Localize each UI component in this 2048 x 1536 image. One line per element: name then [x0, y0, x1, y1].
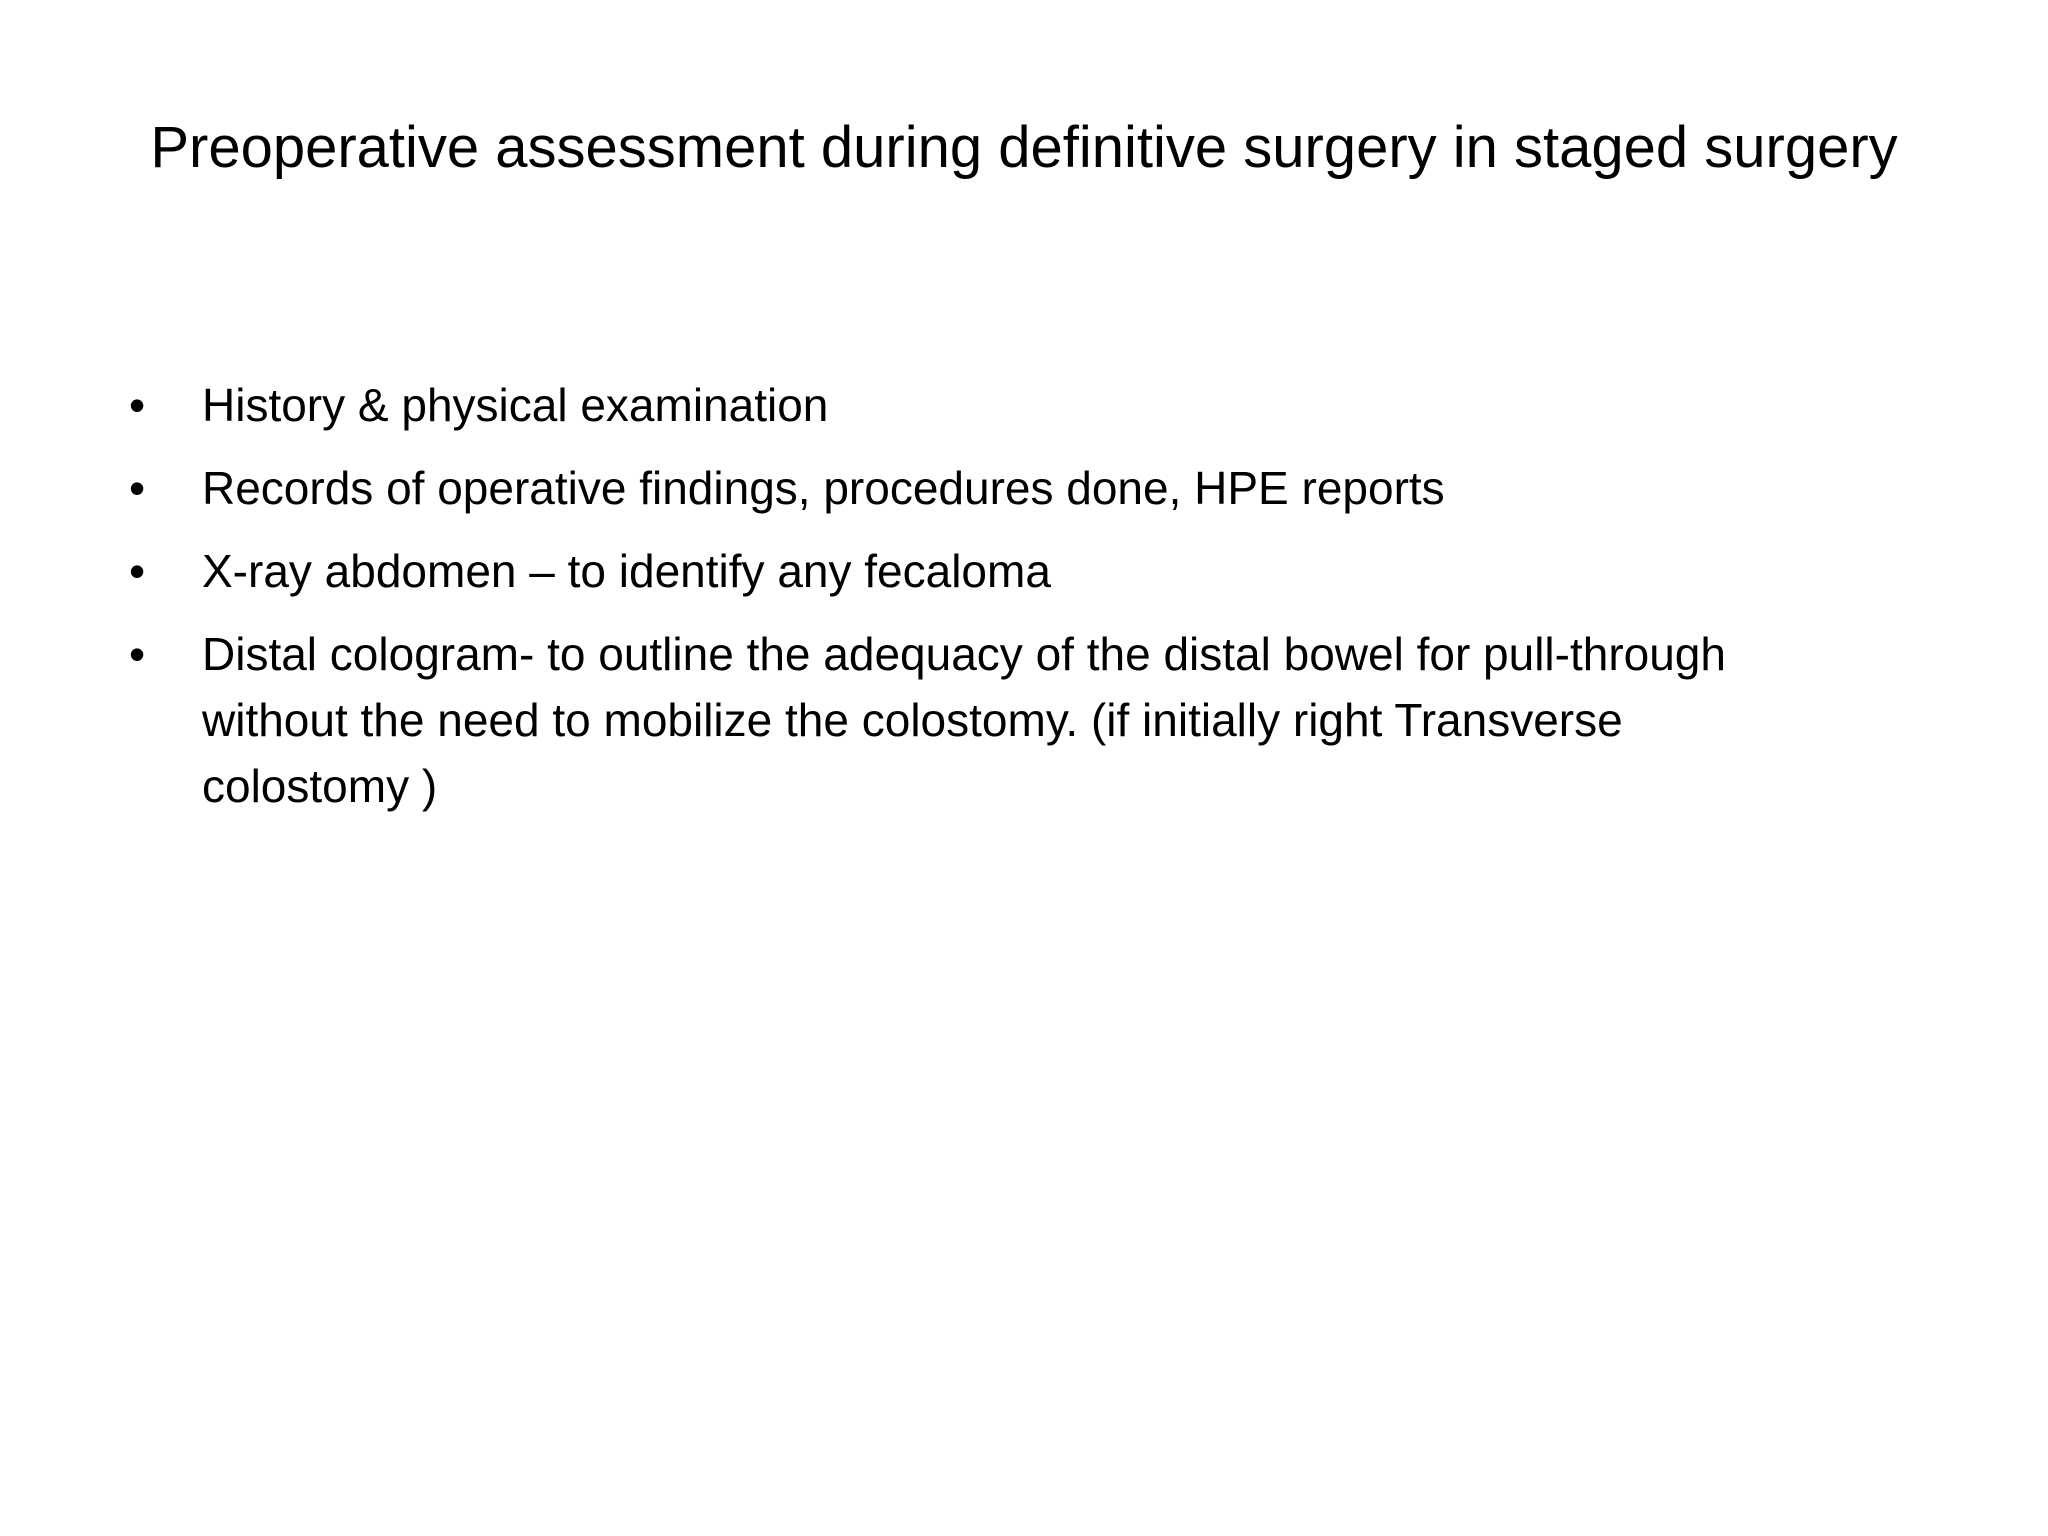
- bullet-text: X-ray abdomen – to identify any fecaloma: [202, 545, 1051, 597]
- bullet-item-xray: [120, 538, 1820, 604]
- bullet-text: Records of operative findings, procedures done, HPE reports: [202, 462, 1445, 514]
- bullet-dot-icon: •: [128, 628, 146, 680]
- bullet-text: Distal cologram- to outline the adequacy of the distal bowel for pull-through without the need to mobilize the colostomy. (if initially right Transverse colostomy ): [202, 628, 1726, 812]
- bullet-list: [120, 372, 1820, 836]
- bullet-item-history: [120, 372, 1820, 438]
- bullet-text: History & physical examination: [202, 379, 829, 431]
- bullet-item-records: [120, 455, 1820, 521]
- bullet-dot-icon: •: [128, 545, 146, 597]
- bullet-dot-icon: •: [128, 379, 146, 431]
- slide-title: Preoperative assessment during definitive surgery in staged surgery: [150, 115, 1898, 180]
- bullet-item-cologram: [120, 621, 1820, 819]
- bullet-dot-icon: •: [128, 462, 146, 514]
